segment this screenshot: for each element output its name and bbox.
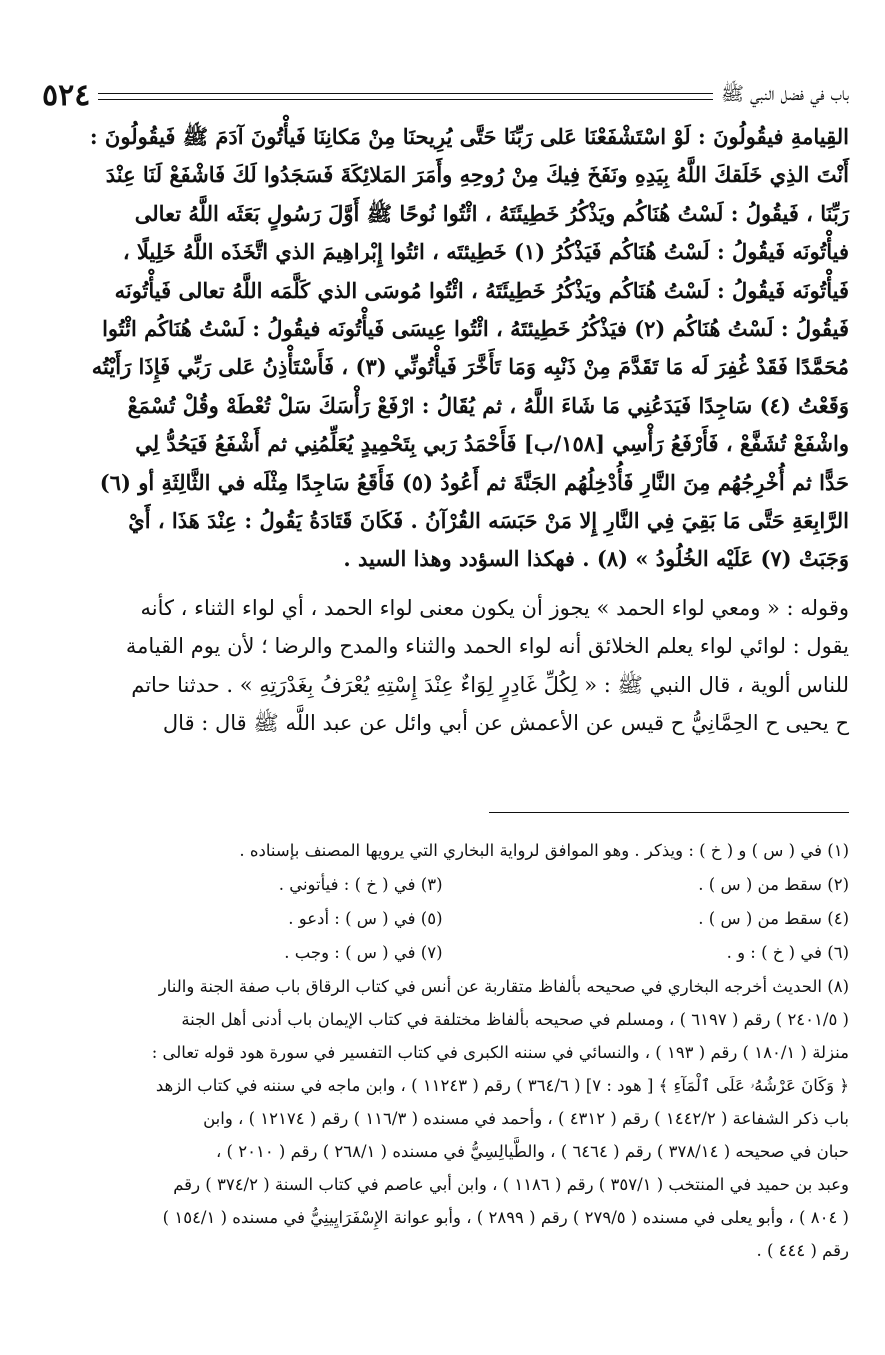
footnote-5: (٥) في ( س ) : أدعو . bbox=[288, 909, 443, 928]
commentary-line: للناس ألوية ، قال النبي ﷺ : « لِكُلِّ غَادِرٍ لِوَاءٌ عِنْدَ إِسْتِهِ يُعْرَفُ بِغَدْرَتِهِ » . حدثنا حاتم bbox=[131, 672, 849, 697]
hadith-line: واشْفَعْ تُشَفَّعْ ، فَأَرْفَعُ رَأْسِي [١٥٨/ب] فَأَحْمَدُ رَبي بِتَحْمِيدٍ يُعَلِّمُنِي ثم أَشْفَعُ فَيَحُدُّ لِي bbox=[135, 431, 849, 457]
footnote-8-line: منزلة ( ١٨٠/١ ) رقم ( ١٩٣ ) ، والنسائي في سننه الكبرى في كتاب التفسير في سورة هود قوله تعالى : bbox=[151, 1043, 849, 1062]
footnote-8-line: باب ذكر الشفاعة ( ١٤٤٢/٢ ) رقم ( ٤٣١٢ ) ، وأحمد في مسنده ( ١١٦/٣ ) رقم ( ١٢١٧٤ ) ، وابن bbox=[203, 1109, 849, 1128]
page-number: ٥٢٤ bbox=[42, 78, 91, 113]
footnote-4: (٤) سقط من ( س ) . bbox=[698, 909, 849, 928]
footnotes bbox=[36, 834, 849, 1267]
hadith-line: وَجَبَتْ (٧) عَلَيْه الخُلُودُ » (٨) . فهكذا السؤدد وهذا السيد . bbox=[343, 546, 849, 572]
footnote-8-line: (٨) الحديث أخرجه البخاري في صحيحه بألفاظ متقاربة عن أنس في كتاب الرقاق باب صفة الجنة والنار bbox=[158, 977, 849, 996]
footnote-3: (٣) في ( خ ) : فيأتوني . bbox=[278, 875, 443, 894]
hadith-line: رَبِّنَا ، فَيقُولُ : لَسْتُ هُنَاكُم ويَذْكُرُ خَطِيئَتَهُ ، ائْتُوا نُوحًا ﷺ أَوَّلَ رَسُولٍ بَعَثَه اللَّهُ تعالى bbox=[134, 200, 849, 226]
running-title: باب في فضل النبي ﷺ bbox=[721, 83, 849, 105]
footnote-8-line: وعبد بن حميد في المنتخب ( ٣٥٧/١ ) رقم ( ١١٨٦ ) ، وابن أبي عاصم في كتاب السنة ( ٣٧٤/٢ ) رقم bbox=[173, 1175, 849, 1194]
hadith-line: حَدًّا ثم أُخْرِجُهُم مِنَ النَّارِ فَأُدْخِلُهُم الجَنَّةَ ثم أَعُودُ (٥) فَأَقَعُ سَاجِدًا مِثْلَه في الثَّالِثَةِ أو (٦) bbox=[99, 469, 849, 495]
main-text bbox=[36, 118, 849, 743]
header-rule bbox=[98, 93, 713, 100]
footnote-row bbox=[36, 902, 849, 936]
footnote-6: (٦) في ( خ ) : و . bbox=[726, 943, 849, 962]
footnote-8-line: ( ٢٤٠١/٥ ) رقم ( ٦١٩٧ ) ، ومسلم في صحيحه بألفاظ مختلفة في كتاب الإيمان باب أدنى أهل الجنة bbox=[181, 1010, 849, 1029]
commentary-line: يقول : لوائي لواء يعلم الخلائق أنه لواء الحمد والثناء والمدح والرضا ؛ لأن يوم القيامة bbox=[125, 634, 849, 659]
footnote-7: (٧) في ( س ) : وجب . bbox=[284, 943, 443, 962]
hadith-line: فيأْتُونَه فَيقُولُ : لَسْتُ هُنَاكُم فَيَذْكُرُ (١) خَطِيئتَه ، ائتُوا إِبْراهِيمَ الذي اتَّخَذَه اللَّهُ خَلِيلًا ، bbox=[122, 239, 849, 265]
footnote-1: (١) في ( س ) و ( خ ) : ويذكر . وهو الموافق لرواية البخاري التي يرويها المصنف بإسناده . bbox=[239, 841, 849, 860]
footnote-8-line: ( ٨٠٤ ) ، وأبو يعلى في مسنده ( ٢٧٩/٥ ) رقم ( ٢٨٩٩ ) ، وأبو عوانة الإِسْفَرَايِينِيُّ في مسنده ( ١٥٤/١ ) bbox=[162, 1208, 849, 1227]
footnote-row bbox=[36, 868, 849, 902]
footnote-8 bbox=[36, 970, 849, 1267]
commentary-line: وقوله : « ومعي لواء الحمد » يجوز أن يكون معنى لواء الحمد ، أي لواء الثناء ، كأنه bbox=[140, 595, 849, 620]
footnote-divider bbox=[489, 812, 849, 813]
footnote-2: (٢) سقط من ( س ) . bbox=[698, 875, 849, 894]
commentary-line: ح يحيى ح الحِمَّانِيُّ ح قيس عن الأعمش عن أبي وائل عن عبد اللَّه ﷺ قال : قال bbox=[162, 711, 849, 736]
hadith-line: فَيأْتُونَه فَيقُولُ : لَسْتُ هُنَاكُم ويَذْكُرُ خَطِيئَتَهُ ، ائْتُوا مُوسَى الذي كَلَّمَه اللَّهُ تعالى فَيأْتُونَه bbox=[114, 277, 849, 303]
hadith-line: مُحَمَّدًا فَقَدْ غُفِرَ لَه مَا تَقَدَّمَ مِنْ ذَنْبِه وَمَا تَأَخَّرَ فَيأْتُونِّي (٣) ، فَأَسْتَأْذِنُ عَلى رَبِّي فَإِذَا رَأَيْتُه bbox=[91, 354, 849, 380]
hadith-line: وَقَعْتُ (٤) سَاجِدًا فَيَدَعُنِي مَا شَاءَ اللَّهُ ، ثم يُقَالُ : ارْفَعْ رَأْسَكَ سَلْ تُعْطَهْ وقُلْ تُسْمَعْ bbox=[127, 392, 849, 418]
hadith-line: أَنْتَ الذِي خَلَقكَ اللَّهُ بِيَدِهِ ونَفَخَ فِيكَ مِنْ رُوحِهِ وأَمَرَ المَلائِكَةَ فَسَجَدُوا لَكَ فَاشْفَعْ لَنَا عِنْدَ bbox=[105, 162, 849, 188]
footnote-8-line: رقم ( ٤٤٤ ) . bbox=[756, 1241, 849, 1260]
footnote-row bbox=[36, 936, 849, 970]
hadith-line: فَيقُولُ : لَسْتُ هُنَاكُم (٢) فيَذْكُرُ خَطِيئتَهُ ، ائْتُوا عِيسَى فَيأْتُونَه فيقُولُ : لَسْتُ هُنَاكُم ائْتُوا bbox=[102, 316, 849, 342]
footnote-8-line: حبان في صحيحه ( ٣٧٨/١٤ ) رقم ( ٦٤٦٤ ) ، والطَّيالِسِيُّ في مسنده ( ٢٦٨/١ ) رقم ( ٢٠١٠ ) ، bbox=[215, 1142, 849, 1161]
footnote-8-line: ﴿ وَكَانَ عَرْشُهُۥ عَلَى ٱلْمَآءِ ﴾ [ هود : ٧] ( ٣٦٤/٦ ) رقم ( ١١٢٤٣ ) ، وابن ماجه في سننه في كتاب الزهد bbox=[155, 1076, 849, 1095]
hadith-line: القِيامةِ فيقُولُونَ : لَوْ اسْتَشْفَعْنَا عَلى رَبِّنَا حَتَّى يُرِيحنَا مِنْ مَكانِنَا فَيأْتُونَ آدَمَ ﷺ فَيقُولُونَ : bbox=[89, 124, 849, 149]
hadith-text bbox=[36, 118, 849, 579]
hadith-line: الرَّابِعَةِ حَتَّى مَا بَقِيَ فِي النَّارِ إِلا مَنْ حَبَسَه القُرْآنُ . فَكَانَ قَتَادَةُ يَقُولُ : عِنْدَ هَذَا ، أَيْ bbox=[128, 508, 849, 534]
page-header bbox=[32, 78, 853, 114]
commentary-text bbox=[36, 589, 849, 743]
